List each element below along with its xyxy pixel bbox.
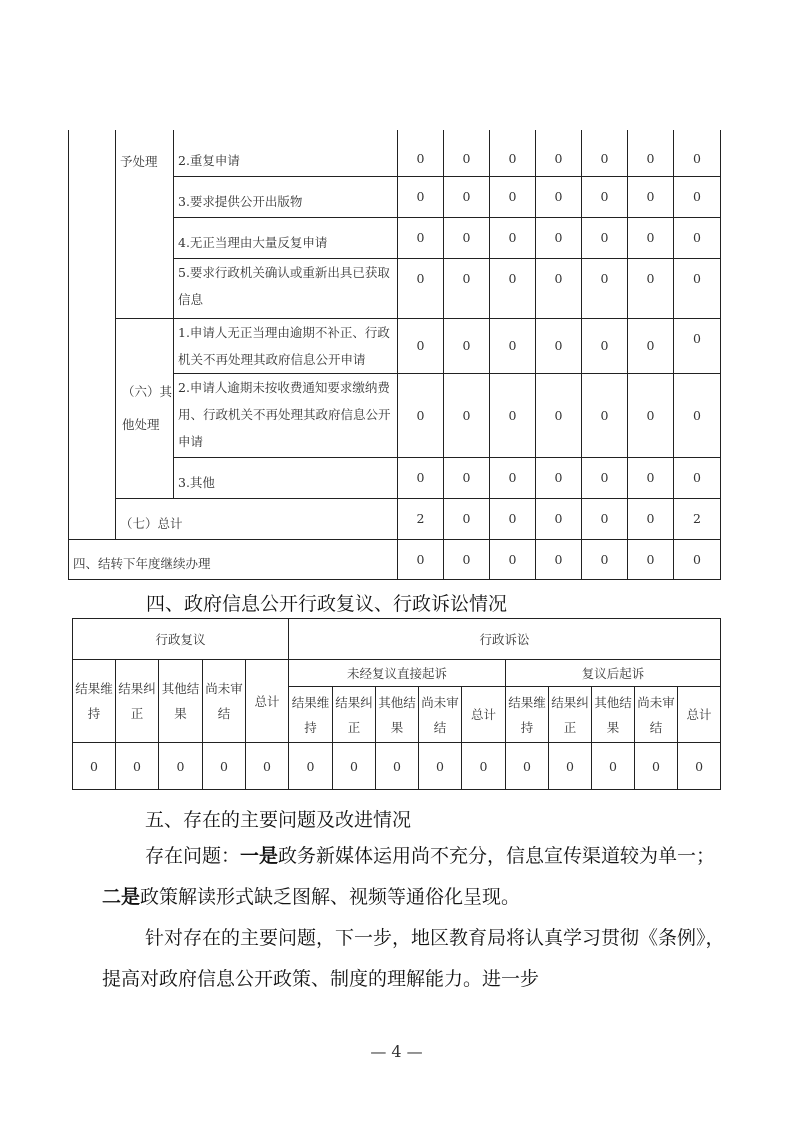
cell-value: 0 — [582, 130, 628, 176]
cell-value: 0 — [536, 258, 582, 318]
cell-value: 0 — [582, 176, 628, 217]
cell-value: 0 — [289, 743, 333, 790]
application-handling-table — [68, 130, 721, 580]
problems-text-2: 政策解读形式缺乏图解、视频等通俗化呈现。 — [140, 886, 521, 908]
row-label: 1.申请人无正当理由逾期不补正、行政机关不再处理其政府信息公开申请 — [174, 318, 398, 373]
col-header: 尚未审结 — [635, 687, 678, 743]
cell-value: 0 — [490, 217, 536, 258]
cell-value: 0 — [582, 258, 628, 318]
cell-value: 0 — [444, 373, 490, 457]
section-5-heading: 五、存在的主要问题及改进情况 — [145, 809, 412, 831]
col-header: 其他结果 — [376, 687, 419, 743]
cell-value: 0 — [419, 743, 462, 790]
group-label-other: （六）其他处理 — [116, 318, 174, 498]
cell-value: 0 — [490, 457, 536, 498]
row-label: 3.要求提供公开出版物 — [174, 176, 398, 217]
cell-value: 0 — [444, 130, 490, 176]
cell-value: 0 — [628, 318, 674, 373]
cell-value: 0 — [674, 217, 721, 258]
col-header: 尚未审结 — [203, 660, 246, 743]
cell-value: 0 — [444, 318, 490, 373]
cell-value: 0 — [536, 498, 582, 539]
col-header: 结果维持 — [73, 660, 116, 743]
group-label-refuse: 予处理 — [116, 130, 174, 318]
col-header: 结果纠正 — [549, 687, 592, 743]
row-label: 5.要求行政机关确认或重新出具已获取信息 — [174, 258, 398, 318]
cell-value: 0 — [333, 743, 376, 790]
header-review: 行政复议 — [73, 619, 289, 660]
cell-value: 0 — [674, 373, 721, 457]
improvements-line-2: 《条例》，提高对政府信息公开政策、制度的理解能力。进一步 — [102, 927, 725, 990]
cell-value: 0 — [246, 743, 289, 790]
cell-value: 0 — [398, 457, 444, 498]
cell-value: 0 — [582, 457, 628, 498]
cell-value: 0 — [398, 217, 444, 258]
cell-value: 0 — [536, 217, 582, 258]
cell-value: 0 — [398, 318, 444, 373]
row-label: 2.申请人逾期未按收费通知要求缴纳费用、行政机关不再处理其政府信息公开申请 — [174, 373, 398, 457]
table-row — [69, 318, 721, 373]
col-header: 结果纠正 — [333, 687, 376, 743]
cell-value: 0 — [536, 373, 582, 457]
cell-value: 0 — [490, 539, 536, 579]
problems-text-1b: 为单一； — [639, 845, 716, 867]
cell-value: 0 — [592, 743, 635, 790]
col-header: 总计 — [678, 687, 721, 743]
col-header: 总计 — [246, 660, 289, 743]
cell-value: 0 — [398, 539, 444, 579]
bold-second: 二是 — [102, 886, 141, 908]
outer-blank-cell — [69, 130, 116, 539]
cell-value: 0 — [536, 130, 582, 176]
cell-value: 0 — [398, 130, 444, 176]
cell-value: 0 — [376, 743, 419, 790]
col-header: 其他结果 — [159, 660, 203, 743]
cell-value: 0 — [444, 539, 490, 579]
cell-value: 0 — [582, 318, 628, 373]
cell-value: 0 — [582, 217, 628, 258]
row-label: （七）总计 — [116, 498, 398, 539]
cell-value: 0 — [674, 258, 721, 318]
cell-value: 0 — [444, 176, 490, 217]
cell-value: 0 — [635, 743, 678, 790]
cell-value: 0 — [444, 217, 490, 258]
cell-value: 0 — [549, 743, 592, 790]
row-label: 4.无正当理由大量反复申请 — [174, 217, 398, 258]
cell-value: 0 — [678, 743, 721, 790]
cell-value: 0 — [536, 176, 582, 217]
cell-value: 0 — [628, 373, 674, 457]
cell-value: 0 — [490, 318, 536, 373]
cell-value: 0 — [398, 176, 444, 217]
page-number: — 4 — — [370, 1042, 423, 1061]
cell-value: 0 — [444, 457, 490, 498]
cell-value: 0 — [490, 176, 536, 217]
bold-first: 一是 — [240, 845, 279, 867]
cell-value: 0 — [398, 373, 444, 457]
cell-value: 0 — [674, 318, 721, 373]
table-row — [69, 130, 721, 176]
cell-value: 0 — [536, 457, 582, 498]
col-header: 总计 — [462, 687, 506, 743]
header-litigation: 行政诉讼 — [289, 619, 721, 660]
cell-value: 0 — [116, 743, 159, 790]
paragraph-problems — [102, 836, 727, 918]
cell-value: 0 — [582, 539, 628, 579]
table-header-row — [73, 619, 721, 660]
row-label: 四、结转下年度继续办理 — [69, 539, 398, 579]
cell-value: 0 — [203, 743, 246, 790]
cell-value: 0 — [628, 130, 674, 176]
cell-value: 0 — [490, 373, 536, 457]
table-row-carry-over — [69, 539, 721, 579]
review-litigation-table — [72, 618, 721, 790]
cell-value: 0 — [628, 258, 674, 318]
cell-value: 0 — [536, 539, 582, 579]
cell-value: 0 — [674, 457, 721, 498]
col-header: 结果维持 — [506, 687, 549, 743]
cell-value: 2 — [674, 498, 721, 539]
cell-value: 0 — [159, 743, 203, 790]
cell-value: 0 — [582, 498, 628, 539]
row-label: 2.重复申请 — [174, 130, 398, 176]
table-row-total — [69, 498, 721, 539]
paragraph-improvements — [102, 918, 727, 1000]
cell-value: 0 — [582, 373, 628, 457]
table-row — [73, 743, 721, 790]
header-after-review: 复议后起诉 — [506, 660, 721, 687]
cell-value: 0 — [628, 498, 674, 539]
cell-value: 0 — [628, 457, 674, 498]
cell-value: 0 — [462, 743, 506, 790]
cell-value: 0 — [674, 130, 721, 176]
cell-value: 0 — [674, 176, 721, 217]
col-header: 尚未审结 — [419, 687, 462, 743]
cell-value: 0 — [398, 258, 444, 318]
problems-text-1: 政务新媒体运用尚不充分，信息宣传渠道较 — [278, 845, 640, 867]
cell-value: 0 — [444, 258, 490, 318]
cell-value: 2 — [398, 498, 444, 539]
col-header: 结果维持 — [289, 687, 333, 743]
problems-prefix: 存在问题： — [145, 845, 241, 867]
cell-value: 0 — [444, 498, 490, 539]
cell-value: 0 — [628, 217, 674, 258]
col-header: 结果纠正 — [116, 660, 159, 743]
cell-value: 0 — [490, 258, 536, 318]
improvements-line-1: 针对存在的主要问题，下一步，地区教育局将认真学习贯彻 — [145, 927, 640, 949]
header-direct: 未经复议直接起诉 — [289, 660, 506, 687]
cell-value: 0 — [490, 498, 536, 539]
cell-value: 0 — [506, 743, 549, 790]
col-header: 其他结果 — [592, 687, 635, 743]
cell-value: 0 — [536, 318, 582, 373]
row-label: 3.其他 — [174, 457, 398, 498]
cell-value: 0 — [490, 130, 536, 176]
cell-value: 0 — [73, 743, 116, 790]
table-header-row — [73, 660, 721, 687]
cell-value: 0 — [674, 539, 721, 579]
cell-value: 0 — [628, 539, 674, 579]
cell-value: 0 — [628, 176, 674, 217]
section-4-heading: 四、政府信息公开行政复议、行政诉讼情况 — [146, 593, 508, 615]
